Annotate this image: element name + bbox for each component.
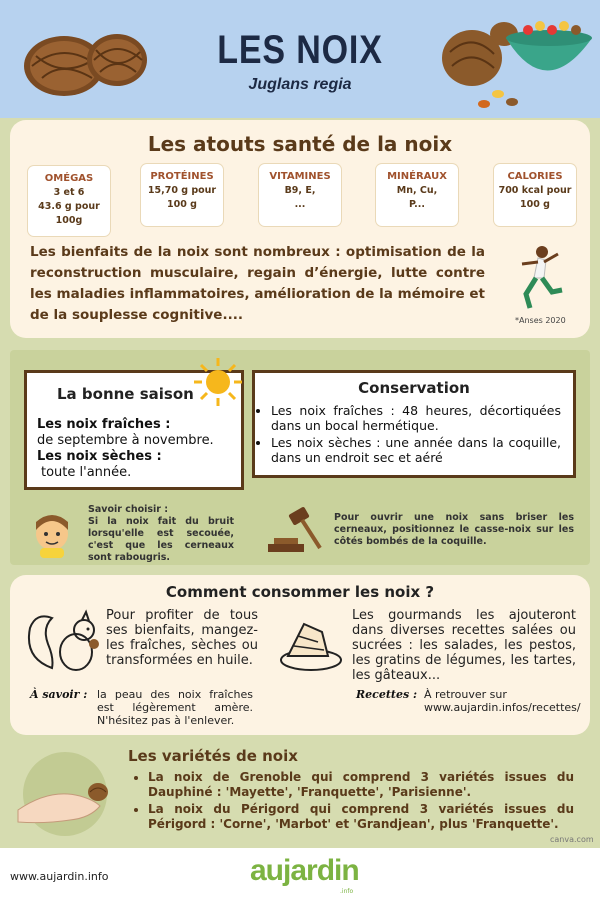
consumption-left-text: Pour profiter de tous ses bienfaits, mangez-les fraîches, sèches ou transformées en huile.: [106, 608, 258, 668]
consumption-title: Comment consommer les noix ?: [165, 583, 435, 601]
recipes-label: Recettes :: [356, 688, 418, 701]
nutrient-value: 700 kcal pour 100 g: [498, 185, 572, 210]
health-text: Les bienfaits de la noix sont nombreux : optimisation de la reconstruction musculaire, regain d’énergie, lutte contre les maladies inflammatoires, amélioration de la mémoire et de la souplesse cognitive....: [30, 244, 485, 323]
list-item: • La noix de Grenoble qui comprend 3 variétés issues du Dauphiné : 'Mayette', 'Franquette', 'Parisienne'.: [148, 770, 574, 800]
fresh-label: Les noix fraîches :: [37, 417, 171, 432]
girl-listening-icon: [26, 508, 78, 560]
nutrient-value: B9, E, ...: [284, 185, 316, 210]
conservation-box: [252, 370, 576, 478]
varieties-title: Les variétés de noix: [128, 747, 298, 765]
recipes-text: À retrouver sur: [424, 688, 507, 701]
pie-icon: [278, 616, 344, 676]
squirrel-icon: [22, 608, 104, 678]
nutrient-card-calories: [494, 164, 576, 226]
runner-icon: [508, 244, 568, 314]
dry-value: toute l'année.: [41, 465, 132, 480]
asavoir-text: la peau des noix fraîches est légèrement amère. N'hésitez pas à l'enlever.: [97, 688, 253, 727]
choose-text: Si la noix fait du bruit lorsqu'elle est secouée, c'est que les cerneaux sont rabougris.: [88, 516, 234, 563]
list-item: • Les noix sèches : une année dans la coquille, dans un endroit sec et aéré: [271, 435, 561, 465]
nutrient-label: MINÉRAUX: [387, 171, 447, 182]
nutrient-card-omegas: [28, 166, 110, 236]
fresh-value: de septembre à novembre.: [37, 433, 214, 448]
nutrient-label: OMÉGAS: [44, 173, 94, 184]
season-body: [37, 417, 214, 481]
conservation-title: Conservation: [358, 379, 470, 397]
nutrient-label: CALORIES: [507, 171, 563, 182]
aujardin-logo[interactable]: aujardin: [250, 854, 359, 887]
conservation-list: [271, 403, 561, 467]
season-title: La bonne saison: [57, 385, 194, 403]
choose-label: Savoir choisir :: [88, 504, 169, 515]
nut-bowl-illustration: [436, 8, 596, 112]
hammer-icon: [262, 504, 326, 558]
list-item: • La noix du Périgord qui comprend 3 variétés issues du Périgord : 'Corne', 'Marbot' et 'Grandjean', plus 'Franquette'.: [148, 802, 574, 832]
canva-credit: canva.com: [550, 835, 594, 844]
source-note: *Anses 2020: [515, 316, 566, 325]
page-subtitle: Juglans regia: [248, 76, 352, 93]
hand-holding-nut-illustration: [10, 748, 120, 838]
nutrient-label: VITAMINES: [269, 171, 331, 182]
recipes-link[interactable]: www.aujardin.infos/recettes/: [424, 701, 581, 714]
varieties-list: [148, 770, 574, 834]
open-tip: Pour ouvrir une noix sans briser les cerneaux, positionnez le casse-noix sur les côtés bombés de la coquille.: [334, 512, 574, 547]
sun-icon: [192, 356, 244, 408]
health-title: Les atouts santé de la noix: [147, 132, 453, 156]
consumption-right-text: Les gourmands les ajouteront dans diverses recettes salées ou sucrées : les salades, les pestos, les gratins de légumes, les tartes, les gâteaux...: [352, 608, 576, 683]
header: [0, 0, 600, 118]
footer: [0, 848, 600, 900]
choose-tip: [88, 504, 234, 564]
nutrient-value: 15,70 g pour 100 g: [147, 185, 217, 210]
asavoir-label: À savoir :: [30, 688, 88, 701]
footer-url[interactable]: www.aujardin.info: [10, 870, 109, 883]
nutrient-card-vitamines: [259, 164, 341, 226]
nutrient-card-mineraux: [376, 164, 458, 226]
logo-suffix: .info: [340, 888, 354, 895]
list-item: • Les noix fraîches : 48 heures, décortiquées dans un bocal hermétique.: [271, 403, 561, 433]
nutrient-label: PROTÉINES: [150, 171, 214, 182]
nutrient-card-proteines: [141, 164, 223, 226]
health-section: [10, 120, 590, 338]
dry-label: Les noix sèches :: [37, 449, 162, 464]
nutrient-value: 3 et 6 43.6 g pour 100g: [38, 187, 100, 226]
nutrient-value: Mn, Cu, P...: [396, 185, 438, 210]
page-title: LES NOIX: [217, 28, 383, 72]
